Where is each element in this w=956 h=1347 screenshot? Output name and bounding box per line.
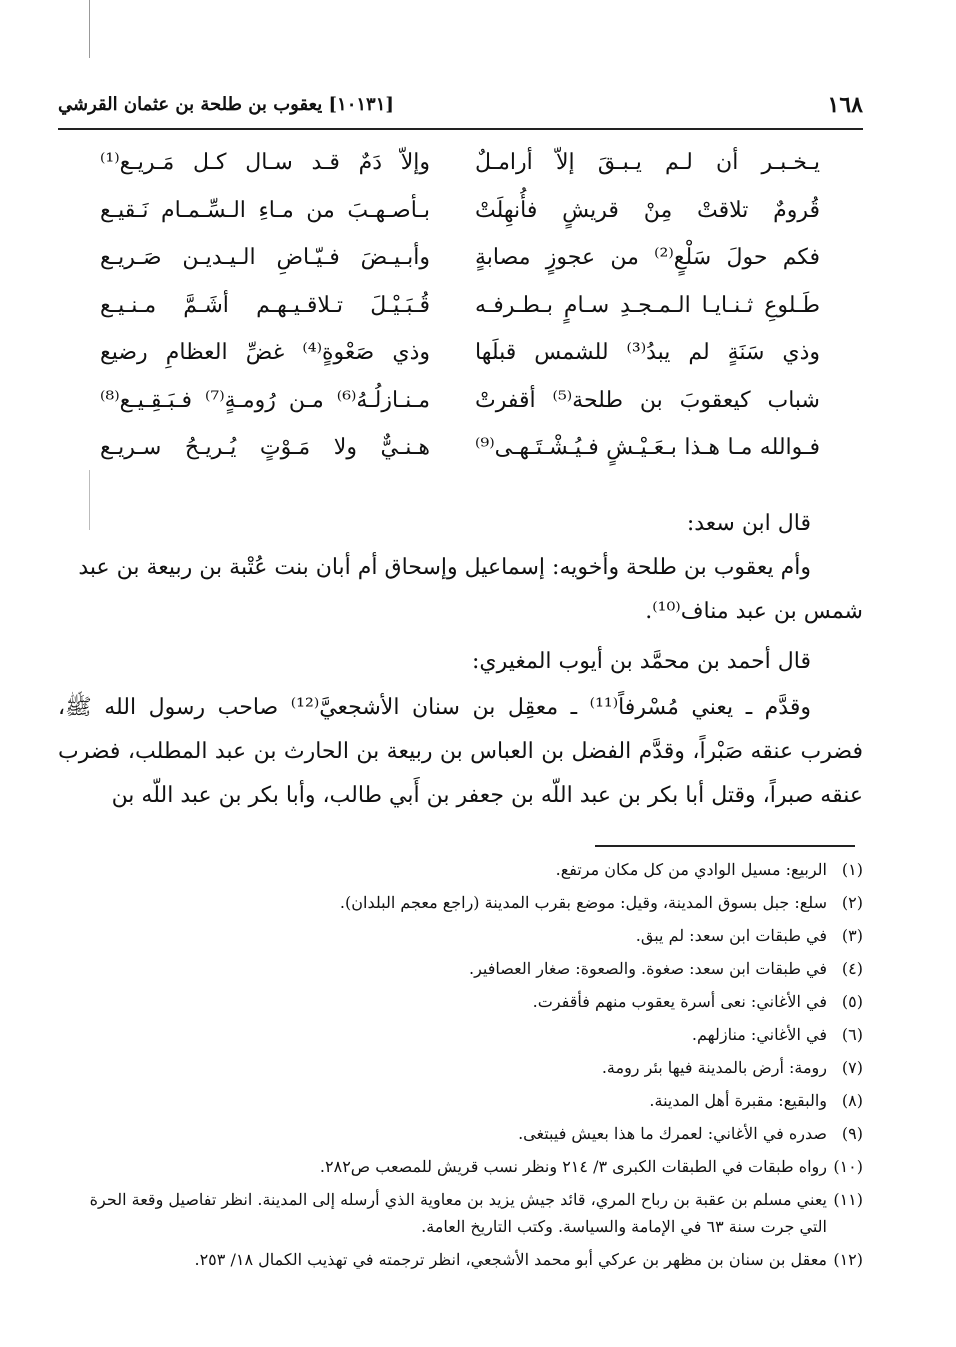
footnote: [58, 1018, 863, 1051]
footnote: [58, 1051, 863, 1084]
running-head: [١٠١٣١] يعقوب بن طلحة بن عثمان القرشي: [58, 94, 394, 115]
footnote-text: صدره في الأغاني: لعمرك ما هذا بعيش فيبتغى.: [518, 1124, 827, 1143]
poem-verse: [100, 388, 820, 436]
footnote-number: (٥): [841, 992, 863, 1011]
hemistich-first: فـوالله مـا هـذا بـعَـيْـشٍ فـيُـشْـتَـهـى⁽⁹⁾: [475, 435, 820, 460]
footnote-text: معقل بن سنان بن مظهر بن عركي أبو محمد الأشجعي، انظر ترجمته في تهذيب الكمال ١٨/ ٢٥٣.: [194, 1250, 827, 1269]
body-paragraph: [58, 640, 863, 684]
footnote-text: رومة: أرض بالمدينة فيها بئر رومة.: [601, 1058, 827, 1077]
footnote: [58, 1243, 863, 1276]
page-header: [58, 92, 863, 126]
footnote-number: (١٢): [833, 1250, 863, 1269]
body-paragraph: وأم يعقوب بن طلحة وأخويه: إسماعيل وإسحاق أم أبان بنت عُتْبة بن ربيعة بن عبد شمس بن عبد مناف⁽¹⁰⁾.: [78, 555, 863, 624]
footnote-text: الربيع: مسيل الوادي من كل مكان مرتفع.: [555, 860, 827, 879]
hemistich-second: وأبـيـضَ فـيّـاضِ الـيـديـن صَـريـع: [100, 245, 430, 270]
footnote: [58, 952, 863, 985]
header-rule: [58, 128, 863, 130]
footnote-text: سلع: جبل بسوق المدينة، وقيل: موضع بقرب المدينة (راجع معجم البلدان).: [339, 893, 827, 912]
footnote-text: في الأغاني: نعى أسرة يعقوب منهم فأقفرت.: [532, 992, 827, 1011]
footnote-text: يعني مسلم بن عقبة بن رباح المري، قائد جيش يزيد بن معاوية الذي أرسله إلى المدينة. انظر تفاصيل وقعة الحرة التي جرت سنة ٦٣ في الإمامة والسياسة. وكتب التاريخ العامة.: [89, 1190, 827, 1236]
footnote-number: (١٠): [833, 1157, 863, 1176]
footnote-number: (٩): [841, 1124, 863, 1143]
footnote-text: في طبقات ابن سعد: لم يبق.: [635, 926, 827, 945]
footnote-number: (٣): [841, 926, 863, 945]
body-paragraph: [58, 502, 863, 546]
hemistich-second: مـنـازلُـهُ⁽⁶⁾ مـن رُومـةٍ⁽⁷⁾ فـبَـقِـيـع⁽⁸⁾: [100, 387, 431, 413]
poem-verse: [100, 435, 820, 483]
footnote-number: (٢): [841, 893, 863, 912]
footnote-text: في طبقات ابن سعد: صغوة. والصعوة: صغار العصافير.: [469, 959, 827, 978]
hemistich-first: وذي سَنَةٍ لم يبدُ⁽³⁾ للشمس قبلَها: [475, 340, 821, 365]
body-paragraph: وقدَّم ـ يعني مُسْرفاً⁽¹¹⁾ ـ معقِل بن سنان الأشجعيَّ⁽¹²⁾ صاحب رسول الله ﷺ، فضرب عنقه صَبْراً، وقدَّم الفضل بن العباس بن ربيعة بن الحارث بن عبد المطلب، فضرب عنقه صبراً، وقتل أبا بكر بن عبد اللّه بن جعفر بن أَبي طالب، وأبا بكر بن عبد اللّه بن: [58, 695, 863, 808]
poem: [100, 150, 820, 483]
paragraph-text: قال أحمد بن محمَّد بن أيوب المغيري:: [471, 649, 811, 674]
poem-verse: [100, 245, 820, 293]
poem-verse: [100, 198, 820, 246]
poem-verse: [100, 150, 820, 198]
footnote: [58, 1117, 863, 1150]
footnote-number: (١): [841, 860, 863, 879]
footnote-text: رواه طبقات في الطبقات الكبرى ٣/ ٢١٤ ونظر نسب قريش للمصعب ص٢٨٢.: [319, 1157, 827, 1176]
scan-margin-line: [89, 0, 90, 58]
hemistich-second: وذي صَعْوةٍ⁽⁴⁾ غضِّ العظامِ رضيع: [100, 340, 430, 365]
poem-verse: [100, 293, 820, 341]
footnote-rule: [595, 845, 855, 847]
footnote: [58, 1084, 863, 1117]
footnote: [58, 1150, 863, 1183]
hemistich-first: طَـلوعِ ثـنـايـا الـمـجـدِ سـامٍ بـطـرفـه: [475, 292, 820, 318]
footnotes: [58, 853, 863, 1276]
footnote-number: (٧): [841, 1058, 863, 1077]
footnote: [58, 919, 863, 952]
hemistich-second: وإلاّ دَمٌ قـد سـال كـل مَـريـع⁽¹⁾: [100, 150, 430, 175]
hemistich-first: قُرومٌ تلاقتْ مِنْ قريشٍ فأُنهِلَتْ: [475, 197, 820, 223]
page-number: ١٦٨: [827, 92, 863, 118]
footnote: [58, 1183, 863, 1243]
hemistich-second: هـنـيٌّ ولا مَـوْتٍ يُـريـحُ سـريـع: [100, 435, 430, 460]
poem-verse: [100, 340, 820, 388]
hemistich-second: قُـبَـيْـلَ تـلاقـيـهـم أشَـمَّ مـنـيـع: [100, 292, 430, 318]
footnote-number: (٦): [841, 1025, 863, 1044]
footnote: [58, 886, 863, 919]
footnote-text: في الأغاني: منازلهم.: [691, 1025, 827, 1044]
footnote-number: (١١): [833, 1190, 863, 1209]
paragraph-text: قال ابن سعد:: [686, 511, 811, 536]
footnote: [58, 985, 863, 1018]
hemistich-first: يـخـبـر أن لـم يـبـقَ إلاّ أرامـلٌ: [475, 150, 820, 175]
footnote-number: (٤): [841, 959, 863, 978]
hemistich-second: بـأصـهـبَ من مـاءِ الـسِّـمـام نَـقيـع: [100, 197, 430, 223]
hemistich-first: فكم حولَ سَلْعٍ⁽²⁾ من عجوزٍ مصابةٍ: [475, 245, 820, 270]
footnote: [58, 853, 863, 886]
footnote-number: (٨): [841, 1091, 863, 1110]
hemistich-first: شباب كيعقوبَ بن طلحة⁽⁵⁾ أقفرتْ: [475, 387, 820, 413]
footnote-text: والبقيع: مقبرة أهل المدينة.: [649, 1091, 827, 1110]
